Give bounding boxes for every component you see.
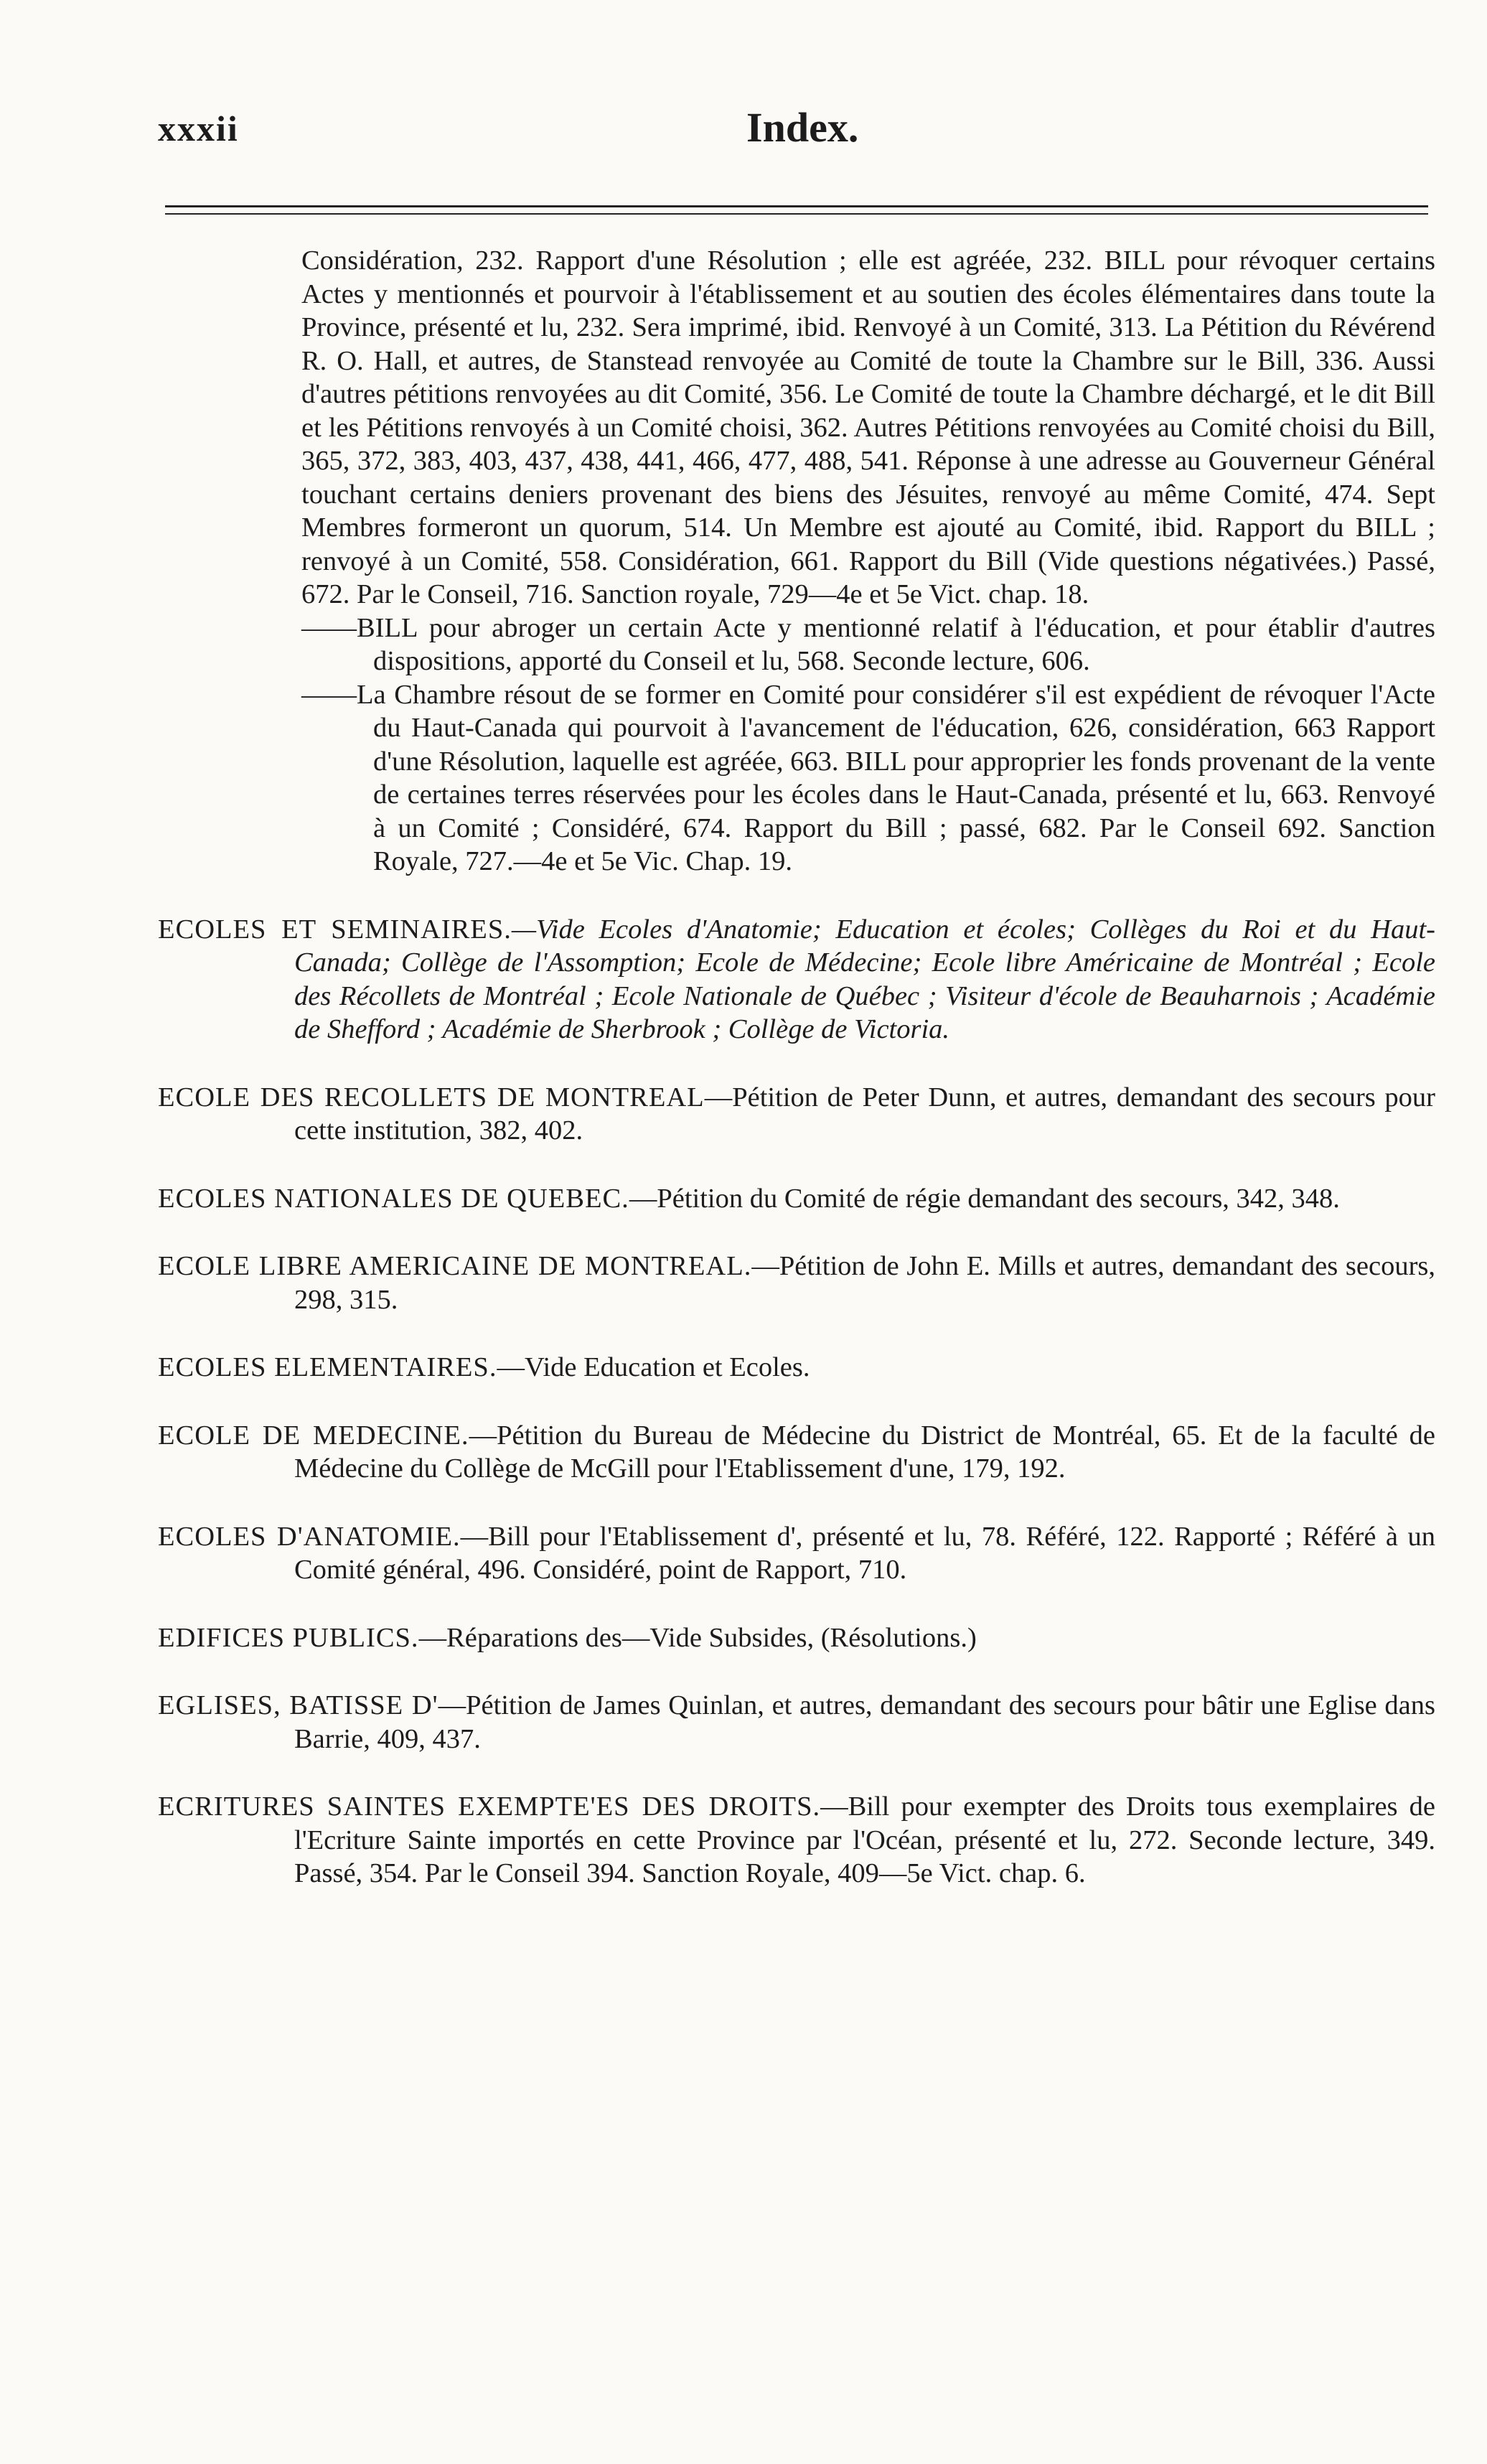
page-header	[158, 104, 1421, 165]
index-entry	[158, 1250, 1435, 1316]
entry-heading: ECOLES NATIONALES DE QUEBEC.	[158, 1183, 629, 1214]
index-entry	[158, 1081, 1435, 1148]
entry-heading: EGLISES, BATISSE D'	[158, 1690, 438, 1720]
header-rule-thin	[165, 213, 1428, 215]
continued-paragraph: ——BILL pour abroger un certain Acte y mentionné relatif à l'éducation, et pour établir d'autres dispositions, apporté du Conseil et lu, 568. Seconde lecture, 606.	[301, 612, 1435, 676]
header-rule	[165, 205, 1428, 207]
index-entry	[158, 1351, 1435, 1385]
running-title: Index.	[746, 104, 859, 151]
entry-heading: ECRITURES SAINTES EXEMPTE'ES DES DROITS.	[158, 1791, 821, 1822]
page-number: xxxii	[158, 108, 239, 149]
entry-text: —Bill pour l'Etablissement d', présenté et lu, 78. Référé, 122. Rapporté ; Référé à un Comité général, 496. Considéré, point de Rapport, 710.	[294, 1521, 1435, 1585]
index-body	[158, 244, 1435, 1891]
index-entry	[158, 913, 1435, 1046]
index-entry	[158, 1790, 1435, 1891]
continued-entry	[301, 244, 1435, 879]
entry-text: —Bill pour exempter des Droits tous exemplaires de l'Ecriture Sainte importés en cette Province par l'Océan, présenté et lu, 272. Seconde lecture, 349. Passé, 354. Par le Conseil 394. Sanction Royale, 409—5e Vict. chap. 6.	[294, 1791, 1435, 1888]
index-entry	[158, 1419, 1435, 1486]
entry-heading: EDIFICES PUBLICS.	[158, 1622, 419, 1653]
continued-paragraph: ——La Chambre résout de se former en Comité pour considérer s'il est expédient de révoquer l'Acte du Haut-Canada qui pourvoit à l'avancement de l'éducation, 626, considération, 663 Rapport d'une Résolution, laquelle est agréée, 663. BILL pour approprier les fonds provenant de la vente de certaines terres réservées pour les écoles dans le Haut-Canada, présenté et lu, 663. Renvoyé à un Comité ; Considéré, 674. Rapport du Bill ; passé, 682. Par le Conseil 692. Sanction Royale, 727.—4e et 5e Vic. Chap. 19.	[301, 679, 1435, 876]
index-entry	[158, 1689, 1435, 1756]
index-entry	[158, 1182, 1435, 1216]
continued-paragraph: Considération, 232. Rapport d'une Résolution ; elle est agréée, 232. BILL pour révoquer certains Actes y mentionnés et pourvoir à l'établissement et au soutien des écoles élémentaires dans toute la Province, présenté et lu, 232. Sera imprimé, ibid. Renvoyé à un Comité, 313. La Pétition du Révérend R. O. Hall, et autres, de Stanstead renvoyée au Comité de toute la Chambre sur le Bill, 336. Aussi d'autres pétitions renvoyées au dit Comité, 356. Le Comité de toute la Chambre déchargé, et le dit Bill et les Pétitions renvoyés à un Comité choisi, 362. Autres Pétitions renvoyées au Comité choisi du Bill, 365, 372, 383, 403, 437, 438, 441, 466, 477, 488, 541. Réponse à une adresse au Gouverneur Général touchant certains deniers provenant des biens des Jésuites, renvoyé au même Comité, 474. Sept Membres formeront un quorum, 514. Un Membre est ajouté au Comité, ibid. Rapport du BILL ; renvoyé à un Comité, 558. Considération, 661. Rapport du Bill (Vide questions négativées.) Passé, 672. Par le Conseil, 716. Sanction royale, 729—4e et 5e Vict. chap. 18.	[301, 245, 1435, 609]
entry-text: —Réparations des—Vide Subsides, (Résolutions.)	[418, 1622, 977, 1653]
index-entry	[158, 1621, 1435, 1655]
index-entry	[158, 1520, 1435, 1587]
entry-text: —Pétition du Comité de régie demandant des secours, 342, 348.	[629, 1183, 1340, 1214]
entry-heading: ECOLES D'ANATOMIE.	[158, 1521, 461, 1552]
entry-text: —Pétition de John E. Mills et autres, demandant des secours, 298, 315.	[294, 1251, 1435, 1315]
entry-heading: ECOLE LIBRE AMERICAINE DE MONTREAL.	[158, 1251, 752, 1281]
entry-heading: ECOLES ELEMENTAIRES.	[158, 1352, 497, 1382]
entry-text: —Vide Ecoles d'Anatomie; Education et écoles; Collèges du Roi et du Haut-Canada; Collège de l'Assomption; Ecole de Médecine; Ecole libre Américaine de Montréal ; Ecole des Récollets de Montréal ; Ecole Nationale de Québec ; Visiteur d'école de Beauharnois ; Académie de Shefford ; Académie de Sherbrook ; Collège de Victoria.	[294, 914, 1435, 1044]
entry-text: —Pétition de James Quinlan, et autres, demandant des secours pour bâtir une Eglise dans Barrie, 409, 437.	[294, 1690, 1435, 1754]
entry-heading: ECOLE DES RECOLLETS DE MONTREAL	[158, 1082, 705, 1112]
entry-text: —Pétition de Peter Dunn, et autres, demandant des secours pour cette institution, 382, 402.	[294, 1082, 1435, 1146]
entry-heading: ECOLE DE MEDECINE.	[158, 1420, 469, 1451]
entry-heading: ECOLES ET SEMINAIRES.	[158, 914, 512, 945]
entry-text: —Vide Education et Ecoles.	[497, 1352, 810, 1382]
entry-text: —Pétition du Bureau de Médecine du District de Montréal, 65. Et de la faculté de Médecine du Collège de McGill pour l'Etablissement d'une, 179, 192.	[294, 1420, 1435, 1484]
